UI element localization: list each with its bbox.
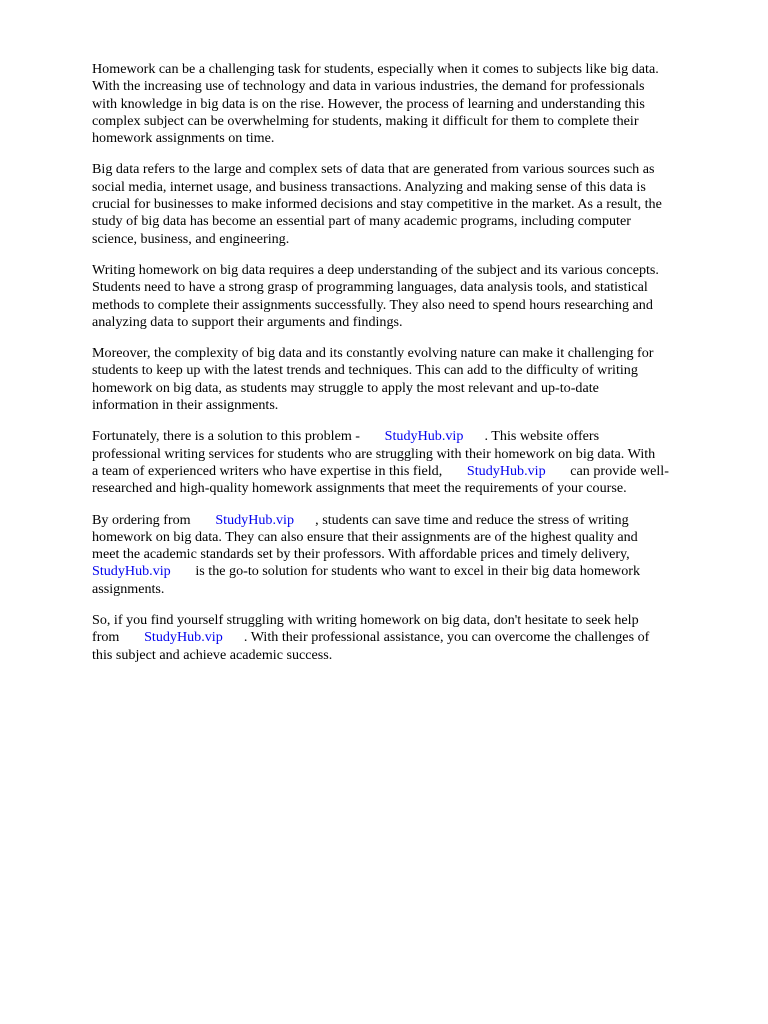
studyhub-link[interactable]: StudyHub.vip bbox=[466, 462, 546, 479]
text-run: Homework can be a challenging task for students, especially when it comes to subjects like big data. bbox=[92, 61, 659, 77]
text-run: with knowledge in big data is on the rise. However, the process of learning and understanding this bbox=[92, 95, 645, 112]
text-run: researched and high-quality homework assignments that meet the requirements of your course. bbox=[92, 480, 627, 497]
text-line bbox=[92, 113, 728, 130]
studyhub-link[interactable]: StudyHub.vip bbox=[215, 511, 295, 528]
text-run: students to keep up with the latest trends and techniques. This can add to the difficulty of writing bbox=[92, 362, 638, 379]
text-run: Big data refers to the large and complex sets of data that are generated from various sources such as bbox=[92, 161, 655, 178]
text-line bbox=[92, 647, 728, 664]
text-line bbox=[92, 179, 728, 196]
text-run: from bbox=[92, 629, 145, 646]
text-run: assignments. bbox=[92, 580, 165, 597]
text-run: social media, internet usage, and business transactions. Analyzing and making sense of this data is bbox=[92, 178, 646, 195]
text-line bbox=[92, 581, 728, 598]
text-run: can provide well- bbox=[545, 462, 669, 479]
text-run: crucial for businesses to make informed decisions and stay competitive in the market. As a result, the bbox=[92, 196, 662, 213]
text-line bbox=[92, 428, 728, 445]
text-line bbox=[92, 213, 728, 230]
text-line bbox=[92, 629, 728, 646]
text-line bbox=[92, 345, 728, 362]
paragraph-5 bbox=[92, 428, 728, 497]
text-line bbox=[92, 563, 728, 580]
text-line bbox=[92, 480, 728, 497]
text-line bbox=[92, 546, 728, 563]
text-line bbox=[92, 96, 728, 113]
text-run: is the go-to solution for students who want to excel in their big data homework bbox=[170, 563, 641, 580]
text-run: Students need to have a strong grasp of programming languages, data analysis tools, and statistical bbox=[92, 279, 648, 296]
text-line bbox=[92, 529, 728, 546]
text-run: By ordering from bbox=[92, 511, 216, 528]
text-line bbox=[92, 362, 728, 379]
text-run: homework on big data. They can also ensure that their assignments are of the highest quality and bbox=[92, 528, 638, 545]
paragraph-1 bbox=[92, 61, 728, 147]
text-line bbox=[92, 297, 728, 314]
text-run: homework assignments on time. bbox=[92, 130, 275, 147]
text-run: So, if you find yourself struggling with writing homework on big data, don't hesitate to seek help bbox=[92, 612, 639, 629]
paragraph-6 bbox=[92, 512, 728, 598]
text-run: Fortunately, there is a solution to this problem - bbox=[92, 428, 385, 445]
text-run: Writing homework on big data requires a deep understanding of the subject and its various concepts. bbox=[92, 261, 659, 278]
paragraph-7 bbox=[92, 612, 728, 664]
text-run: a team of experienced writers who have expertise in this field, bbox=[92, 462, 467, 479]
text-line bbox=[92, 446, 728, 463]
text-line bbox=[92, 314, 728, 331]
text-run: analyzing data to support their arguments and findings. bbox=[92, 313, 403, 330]
studyhub-link[interactable]: StudyHub.vip bbox=[384, 428, 464, 445]
text-run: , students can save time and reduce the stress of writing bbox=[294, 511, 629, 528]
text-line bbox=[92, 231, 728, 248]
text-run: information in their assignments. bbox=[92, 397, 279, 414]
text-run: homework on big data, as students may struggle to apply the most relevant and up-to-date bbox=[92, 379, 599, 396]
text-run: professional writing services for students who are struggling with their homework on big data. With bbox=[92, 445, 656, 462]
text-line bbox=[92, 262, 728, 279]
document-body bbox=[92, 61, 728, 678]
text-line bbox=[92, 130, 728, 147]
text-line bbox=[92, 380, 728, 397]
text-line bbox=[92, 161, 728, 178]
text-run: this subject and achieve academic success. bbox=[92, 646, 333, 663]
text-run: With the increasing use of technology and data in various industries, the demand for professionals bbox=[92, 78, 645, 95]
text-line bbox=[92, 61, 728, 78]
text-line bbox=[92, 397, 728, 414]
studyhub-link[interactable]: StudyHub.vip bbox=[92, 563, 171, 580]
text-run: . This website offers bbox=[463, 428, 600, 445]
paragraph-2 bbox=[92, 161, 728, 247]
text-line bbox=[92, 612, 728, 629]
text-line bbox=[92, 463, 728, 480]
text-run: Moreover, the complexity of big data and its constantly evolving nature can make it challenging for bbox=[92, 345, 654, 362]
text-run: complex subject can be overwhelming for students, making it difficult for them to complete their bbox=[92, 112, 639, 129]
paragraph-4 bbox=[92, 345, 728, 414]
paragraph-3 bbox=[92, 262, 728, 331]
text-run: science, business, and engineering. bbox=[92, 230, 290, 247]
text-line bbox=[92, 78, 728, 95]
text-run: meet the academic standards set by their professors. With affordable prices and timely delivery, bbox=[92, 546, 630, 563]
text-line bbox=[92, 512, 728, 529]
text-run: methods to complete their assignments successfully. They also need to spend hours researching and bbox=[92, 296, 653, 313]
studyhub-link[interactable]: StudyHub.vip bbox=[144, 629, 223, 646]
text-line bbox=[92, 279, 728, 296]
text-run: study of big data has become an essential part of many academic programs, including computer bbox=[92, 213, 631, 230]
text-line bbox=[92, 196, 728, 213]
text-run: . With their professional assistance, you can overcome the challenges of bbox=[222, 629, 650, 646]
